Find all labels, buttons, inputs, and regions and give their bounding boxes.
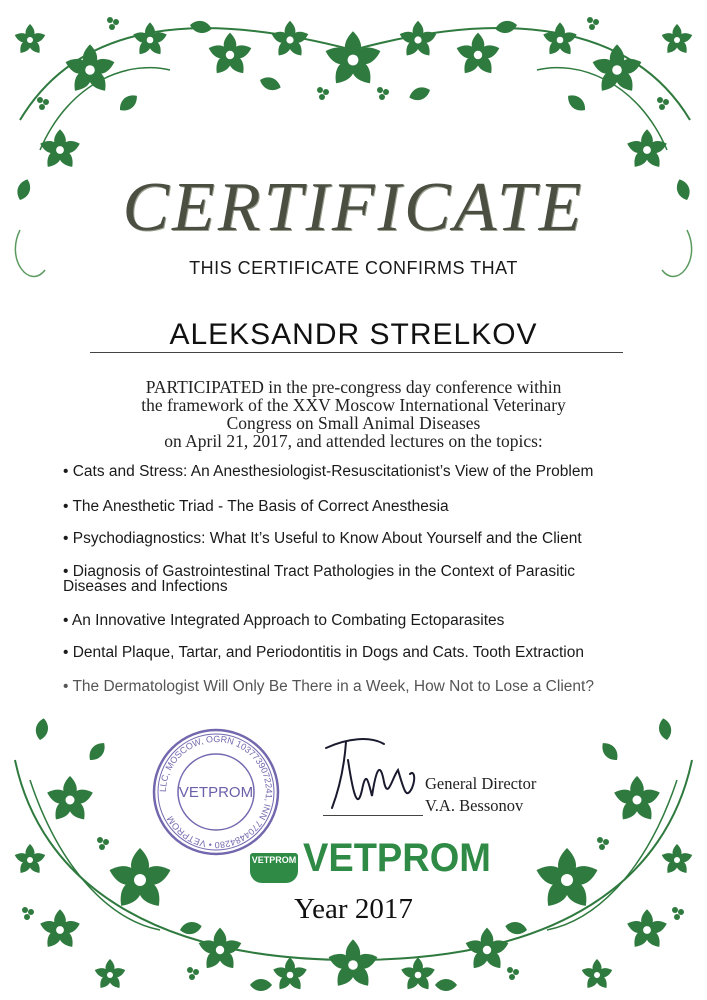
topic-item-continuation: Diseases and Infections bbox=[63, 578, 228, 595]
topic-item: • The Anesthetic Triad - The Basis of Correct Anesthesia bbox=[63, 498, 449, 515]
stamp-ring-text: LLC, MOSCOW, OGRN 1037739072241, INN 7704484280 • VETPROM bbox=[157, 733, 275, 851]
topic-item: • Psychodiagnostics: What It’s Useful to Know About Yourself and the Client bbox=[63, 530, 582, 547]
certificate-title: CERTIFICATE bbox=[122, 169, 585, 246]
topic-item: • An Innovative Integrated Approach to Combating Ectoparasites bbox=[63, 612, 505, 629]
director-title: General Director bbox=[425, 774, 537, 793]
statement-line: on April 21, 2017, and attended lectures on the topics: bbox=[164, 431, 543, 451]
statement-line: the framework of the XXV Moscow International Veterinary bbox=[141, 395, 566, 415]
certificate-year: Year 2017 bbox=[294, 893, 413, 925]
name-underline bbox=[90, 352, 623, 353]
statement-line: Congress on Small Animal Diseases bbox=[226, 413, 481, 433]
signature-line bbox=[323, 815, 423, 816]
certificate-subtitle: THIS CERTIFICATE CONFIRMS THAT bbox=[189, 258, 518, 278]
participation-statement bbox=[60, 378, 647, 450]
director-signature bbox=[318, 730, 428, 820]
topic-item: • Diagnosis of Gastrointestinal Tract Pathologies in the Context of Parasitic bbox=[63, 563, 576, 580]
company-stamp bbox=[150, 726, 282, 858]
topic-item: • Cats and Stress: An Anesthesiologist-Resuscitationist’s View of the Problem bbox=[63, 463, 594, 480]
topic-item: • The Dermatologist Will Only Be There in a Week, How Not to Lose a Client? bbox=[63, 678, 594, 695]
logo-badge-text: VETPROM bbox=[251, 855, 297, 865]
statement-line: PARTICIPATED in the pre-congress day conference within bbox=[145, 377, 562, 397]
recipient-name: ALEKSANDR STRELKOV bbox=[169, 318, 538, 351]
vetprom-logo-badge bbox=[250, 853, 298, 883]
stamp-center-text: VETPROM bbox=[178, 784, 254, 801]
topic-item: • Dental Plaque, Tartar, and Periodontitis in Dogs and Cats. Tooth Extraction bbox=[63, 644, 584, 661]
director-name: V.A. Bessonov bbox=[425, 796, 524, 815]
vetprom-logo-text: VETPROM bbox=[303, 836, 491, 880]
